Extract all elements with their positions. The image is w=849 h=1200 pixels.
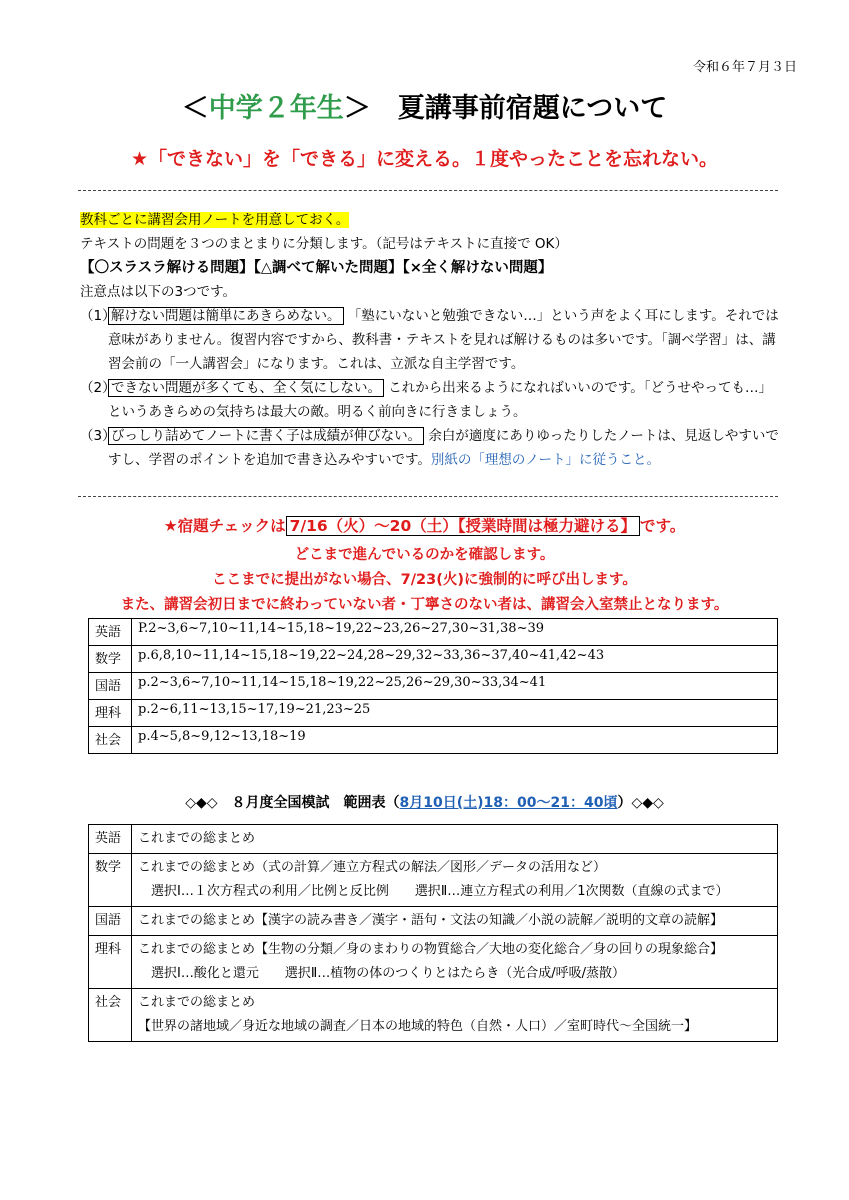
- mock-scope-table: [88, 824, 778, 1042]
- scope-line: これまでの総まとめ: [138, 831, 256, 846]
- mock-prefix: ◇◆◇ ８月度全国模試 範囲表（: [185, 795, 400, 811]
- point-1: [80, 304, 780, 376]
- scope-cell: [132, 936, 778, 989]
- check-deadline-note: ここまでに提出がない場合、7/23(火)に強制的に呼び出します。: [212, 572, 637, 588]
- check-dates: 7/16（火）～20（土）【授業時間は極力避ける】: [286, 516, 640, 536]
- table-row: [89, 727, 778, 754]
- point-text: これから出来るようになればいいのです。「どうせやっても…」というあきらめの気持ちは最大の敵。明るく前向きに行きましょう。: [108, 380, 772, 420]
- title-main: 夏講事前宿題について: [397, 93, 668, 124]
- table-row: [89, 989, 778, 1042]
- mock-date: 8月10日(土)18：00～21：40頃: [399, 795, 618, 811]
- subject-cell: 理科: [89, 936, 132, 989]
- scope-cell: [132, 989, 778, 1042]
- title-open-bracket: ＜: [181, 93, 209, 124]
- scope-cell: [132, 825, 778, 854]
- homework-table: [88, 618, 778, 754]
- scope-cell: [132, 854, 778, 907]
- subject-cell: 数学: [89, 646, 132, 673]
- subject-cell: 国語: [89, 907, 132, 936]
- point-number: （3）: [80, 428, 116, 444]
- page-title: [0, 86, 849, 125]
- subject-cell: 社会: [89, 727, 132, 754]
- pages-cell: p.2~3,6~7,10~11,14~15,18~19,22~25,26~29,30~33,34~41: [132, 673, 778, 700]
- points-intro: 注意点は以下の3つです。: [80, 284, 237, 300]
- point-heading: びっしり詰めてノートに書く子は成績が伸びない。: [108, 427, 424, 445]
- table-row: [89, 907, 778, 936]
- table-row: [89, 646, 778, 673]
- scope-line: 選択Ⅰ…酸化と還元 選択Ⅱ…植物の体のつくりとはたらき（光合成/呼吸/蒸散）: [138, 966, 625, 981]
- subject-cell: 英語: [89, 825, 132, 854]
- divider-top: [78, 190, 778, 191]
- document-date: 令和６年７月３日: [692, 60, 797, 75]
- point-text: 余白が適度にありゆったりしたノートは、見返しやすいですし、学習のポイントを追加で書き込みやすいです。: [108, 428, 779, 468]
- check-prefix: ★宿題チェックは: [163, 517, 286, 535]
- check-suffix: です。: [640, 517, 686, 535]
- mock-suffix: ）◇◆◇: [617, 795, 664, 811]
- subject-cell: 国語: [89, 673, 132, 700]
- point-heading: 解けない問題は簡単にあきらめない。: [108, 307, 344, 325]
- divider-middle: [78, 496, 778, 497]
- scope-line: 選択Ⅰ…１次方程式の利用／比例と反比例 選択Ⅱ…連立方程式の利用／1次関数（直線の式まで）: [138, 884, 729, 899]
- mock-exam-heading: [0, 792, 849, 812]
- pages-cell: P.2~3,6~7,10~11,14~15,18~19,22~23,26~27,30~31,38~39: [132, 619, 778, 646]
- subject-cell: 英語: [89, 619, 132, 646]
- table-row: [89, 936, 778, 989]
- subject-cell: 数学: [89, 854, 132, 907]
- scope-line: これまでの総まとめ【生物の分類／身のまわりの物質総合／大地の変化総合／身の回りの現象総合】: [138, 942, 724, 957]
- scope-line: 【世界の諸地域／身近な地域の調査／日本の地域的特色（自然・人口）／室町時代～全国統一】: [138, 1019, 698, 1034]
- table-row: [89, 700, 778, 727]
- table-row: [89, 673, 778, 700]
- instructions: [80, 208, 780, 472]
- notebook-instruction: 教科ごとに講習会用ノートを用意しておく。: [80, 212, 350, 228]
- subject-cell: 社会: [89, 989, 132, 1042]
- ideal-note-reference: 別紙の「理想のノート」に従うこと。: [430, 452, 661, 468]
- point-2: [80, 376, 780, 424]
- pages-cell: p.2~6,11~13,15~17,19~21,23~25: [132, 700, 778, 727]
- table-row: [89, 619, 778, 646]
- check-progress-note: どこまで進んでいるのかを確認します。: [294, 547, 555, 563]
- scope-cell: [132, 907, 778, 936]
- homework-check-line: [0, 514, 849, 536]
- classify-instruction: テキストの問題を３つのまとまりに分類します。（記号はテキストに直接で OK）: [80, 236, 568, 252]
- scope-line: これまでの総まとめ【漢字の読み書き／漢字・語句・文法の知識／小説の読解／説明的文章の読解】: [138, 913, 724, 928]
- scope-line: これまでの総まとめ（式の計算／連立方程式の解法／図形／データの活用など）: [138, 860, 607, 875]
- point-number: （1）: [80, 308, 116, 324]
- point-3: [80, 424, 780, 472]
- point-heading: できない問題が多くても、全く気にしない。: [108, 379, 384, 397]
- pages-cell: p.6,8,10~11,14~15,18~19,22~24,28~29,32~33,36~37,40~41,42~43: [132, 646, 778, 673]
- pages-cell: p.4~5,8~9,12~13,18~19: [132, 727, 778, 754]
- title-grade: 中学２年生: [208, 93, 344, 124]
- table-row: [89, 825, 778, 854]
- scope-line: これまでの総まとめ: [138, 995, 256, 1010]
- page-subtitle: ★「できない」を「できる」に変える。１度やったことを忘れない。: [130, 148, 719, 170]
- point-number: （2）: [80, 380, 116, 396]
- point-text: 「塾にいないと勉強できない…」という声をよく耳にします。それでは意味がありません。復習内容ですから、教科書・テキストを見れば解けるものは多いです。「調べ学習」は、講習会前の「一人講習会」になります。これは、立派な自主学習です。: [108, 308, 779, 372]
- classification-categories: 【〇スラスラ解ける問題】【△調べて解いた問題】【×全く解けない問題】: [80, 260, 553, 276]
- check-ban-note: また、講習会初日までに終わっていない者・丁寧さのない者は、講習会入室禁止となります。: [120, 597, 729, 613]
- subject-cell: 理科: [89, 700, 132, 727]
- table-row: [89, 854, 778, 907]
- title-close-bracket: ＞: [343, 93, 371, 124]
